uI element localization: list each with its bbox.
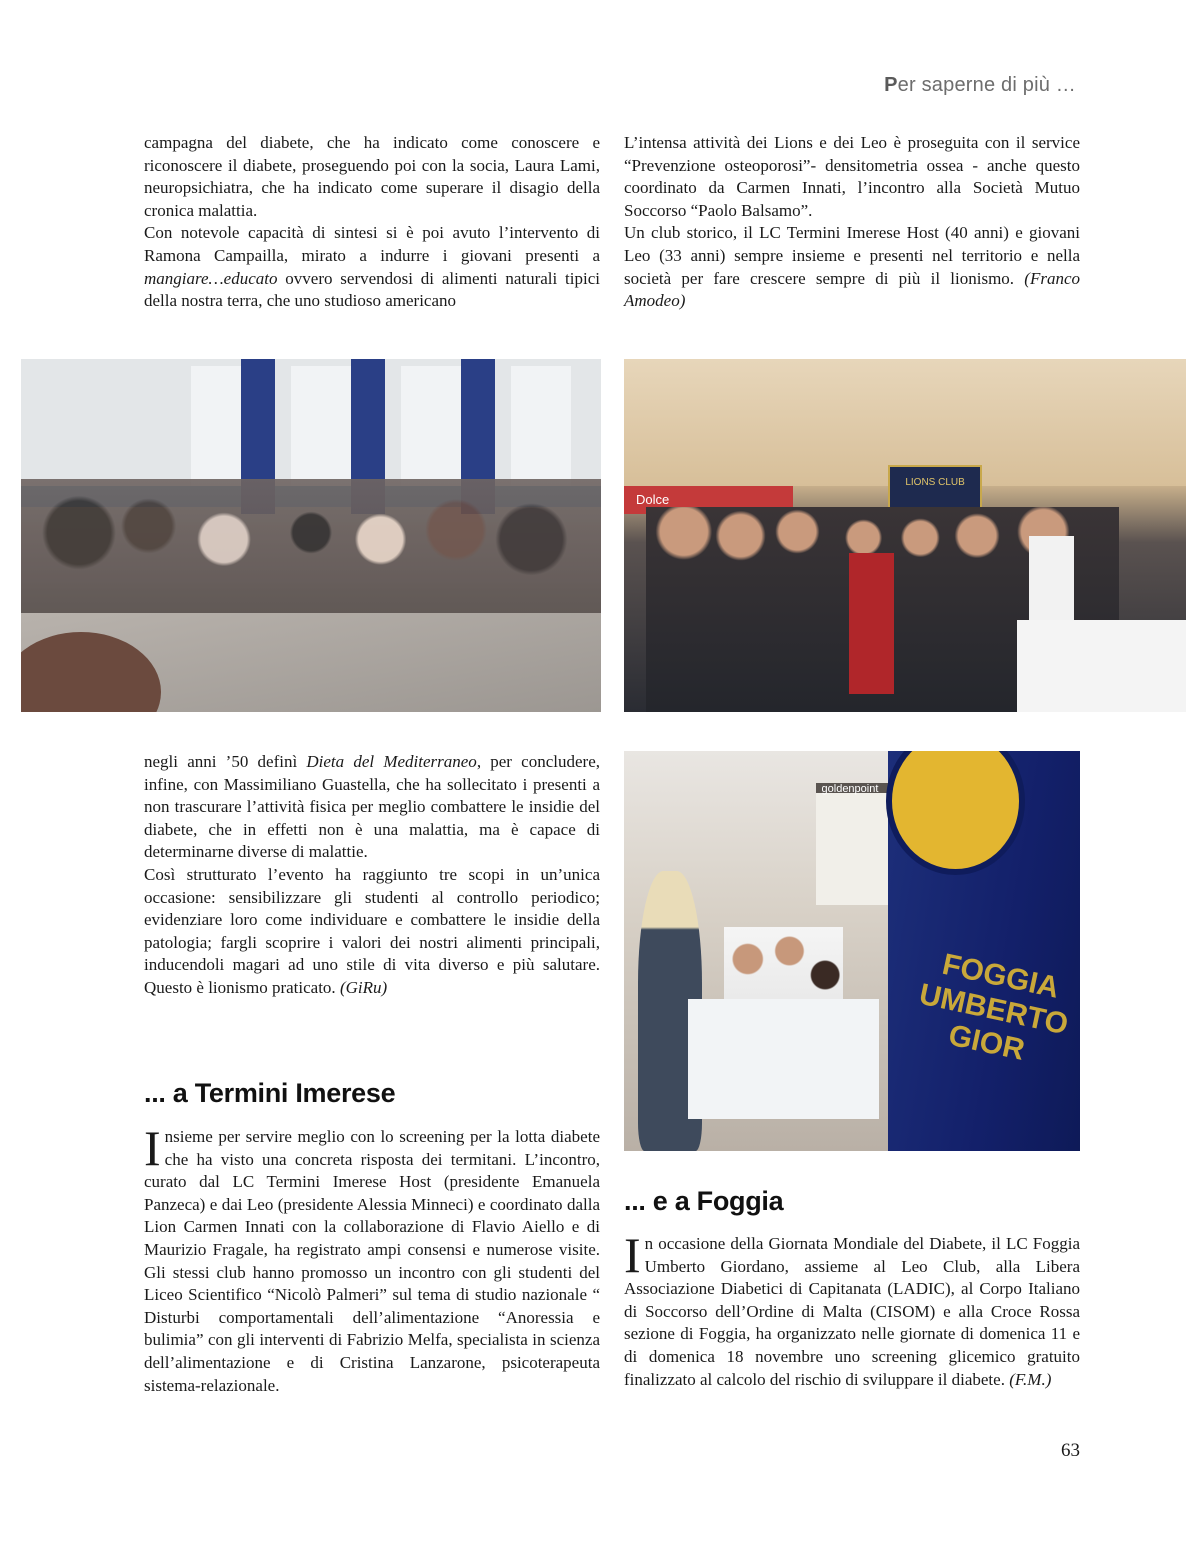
running-head-initial: P [884,74,898,96]
running-head-text: er saperne di più … [897,74,1076,96]
section-title-foggia: ... e a Foggia [624,1186,784,1216]
paragraph: campagna del diabete, che ha indicato come conoscere e riconoscere il diabete, proseguendo poi con la socia, Laura Lami, neuropsichiatra, che ha indicato come superare il disagio della cronica malattia. [144,133,600,220]
text-run: ovvero servendosi di alimenti naturali tipici della nostra terra, che uno studioso americano [144,268,600,311]
italic-run: (GiRu) [339,977,388,997]
foggia-screening-photo [624,751,1080,1151]
paragraph [144,1120,600,1397]
paragraph [144,751,600,864]
paragraph [624,1227,1080,1391]
section-title-termini: ... a Termini Imerese [144,1078,396,1108]
paragraph [624,222,1080,312]
mid-left-column [144,751,600,1000]
italic-run: mangiare…educato [144,268,278,288]
paragraph [144,222,600,312]
shop-sign: Dolce [636,492,670,508]
text-run: , per concludere, infine, con Massimiliano Guastella, che ha sollecitato i presenti a non trascurare l’attività fisica per meglio combattere le insidie del diabete, che in effetti non è una malattia, ma è capace di determinarne diverse di malattie. [144,752,600,862]
paragraph: L’intensa attività dei Lions e dei Leo è proseguita con il service “Prevenzione osteoporosi”- densitometria ossea - anche questo coordinato da Carmen Innati, l’incontro alla Società Mutuo Soccorso “Paolo Balsamo”. [624,133,1080,220]
italic-run: Dieta del Mediterraneo [306,752,477,771]
shop-sign: goldenpoint [821,783,879,795]
drop-cap: I [144,1120,161,1176]
lions-tent-photo [624,359,1186,712]
top-left-column [144,132,600,313]
text-run: n occasione della Giornata Mondiale del Diabete, il LC Foggia Umberto Giordano, assieme al Leo Club, alla Libera Associazione Diabetici di Capitanata (LADIC), al Corpo Italiano di Soccorso dell’Ordine di Malta (CISOM) e alla Croce Rossa sezione di Foggia, ha organizzato nelle giornate di domenica 11 e di domenica 18 novembre uno screening glicemico gratuito finalizzato al calcolo del rischio di sviluppare il diabete. [624,1234,1080,1389]
text-run: nsieme per servire meglio con lo screening per la lotta diabete che ha visto una concreta risposta dei termitani. L’incontro, curato dal LC Termini Imerese Host (presidente Emanuela Panzeca) e dai Leo (presidente Alessia Minneci) e coordinato dalla Lion Carmen Innati con la collaborazione di Flavio Aiello e di Maurizio Fragale, ha registrato ampi consensi e numerose visite. Gli stessi club hanno promosso un incontro con gli studenti del Liceo Scientifico “Nicolò Palmeri” sul tema di studio nazionale “ Disturbi comportamentali dell’alimentazione “Anoressia e bulimia” con gli interventi di Fabrizio Melfa, specialista in scienza dell’alimentazione e di Cristina Lanzarone, psicoterapeuta sistema-relazionale. [144,1127,600,1395]
text-run: Un club storico, il LC Termini Imerese Host (40 anni) e giovani Leo (33 anni) sempre insieme e presenti nel territorio e nella società per fare crescere sempre di più il lionismo. [624,223,1080,288]
page-number: 63 [1061,1440,1080,1461]
banner-text: LIONS CLUB [905,476,965,488]
running-head [884,74,1076,97]
text-run: Così strutturato l’evento ha raggiunto tre scopi in un’unica occasione: sensibilizzare gli studenti al controllo periodico; evidenziare loro come individuare e combattere le insidie della patologia; fargli scoprire i valori dei nostri alimenti principali, inducendoli magari ad uno stile di vita diverso e più salutare. Questo è lionismo praticato. [144,864,600,997]
classroom-photo [21,359,601,712]
text-run: negli anni ’50 definì [144,752,307,771]
paragraph [144,864,600,1000]
termini-article [144,1120,600,1397]
foggia-article [624,1227,1080,1391]
top-right-column [624,132,1080,313]
italic-run: (Franco Amodeo) [624,268,1080,311]
text-run: Con notevole capacità di sintesi si è poi avuto l’intervento di Ramona Campailla, mirato a indurre i giovani presenti a [144,223,600,265]
italic-run: (F.M.) [1009,1369,1052,1389]
drop-cap: I [624,1227,641,1283]
flag-text: FOGGIA UMBERTO GIOR [916,947,1071,1067]
